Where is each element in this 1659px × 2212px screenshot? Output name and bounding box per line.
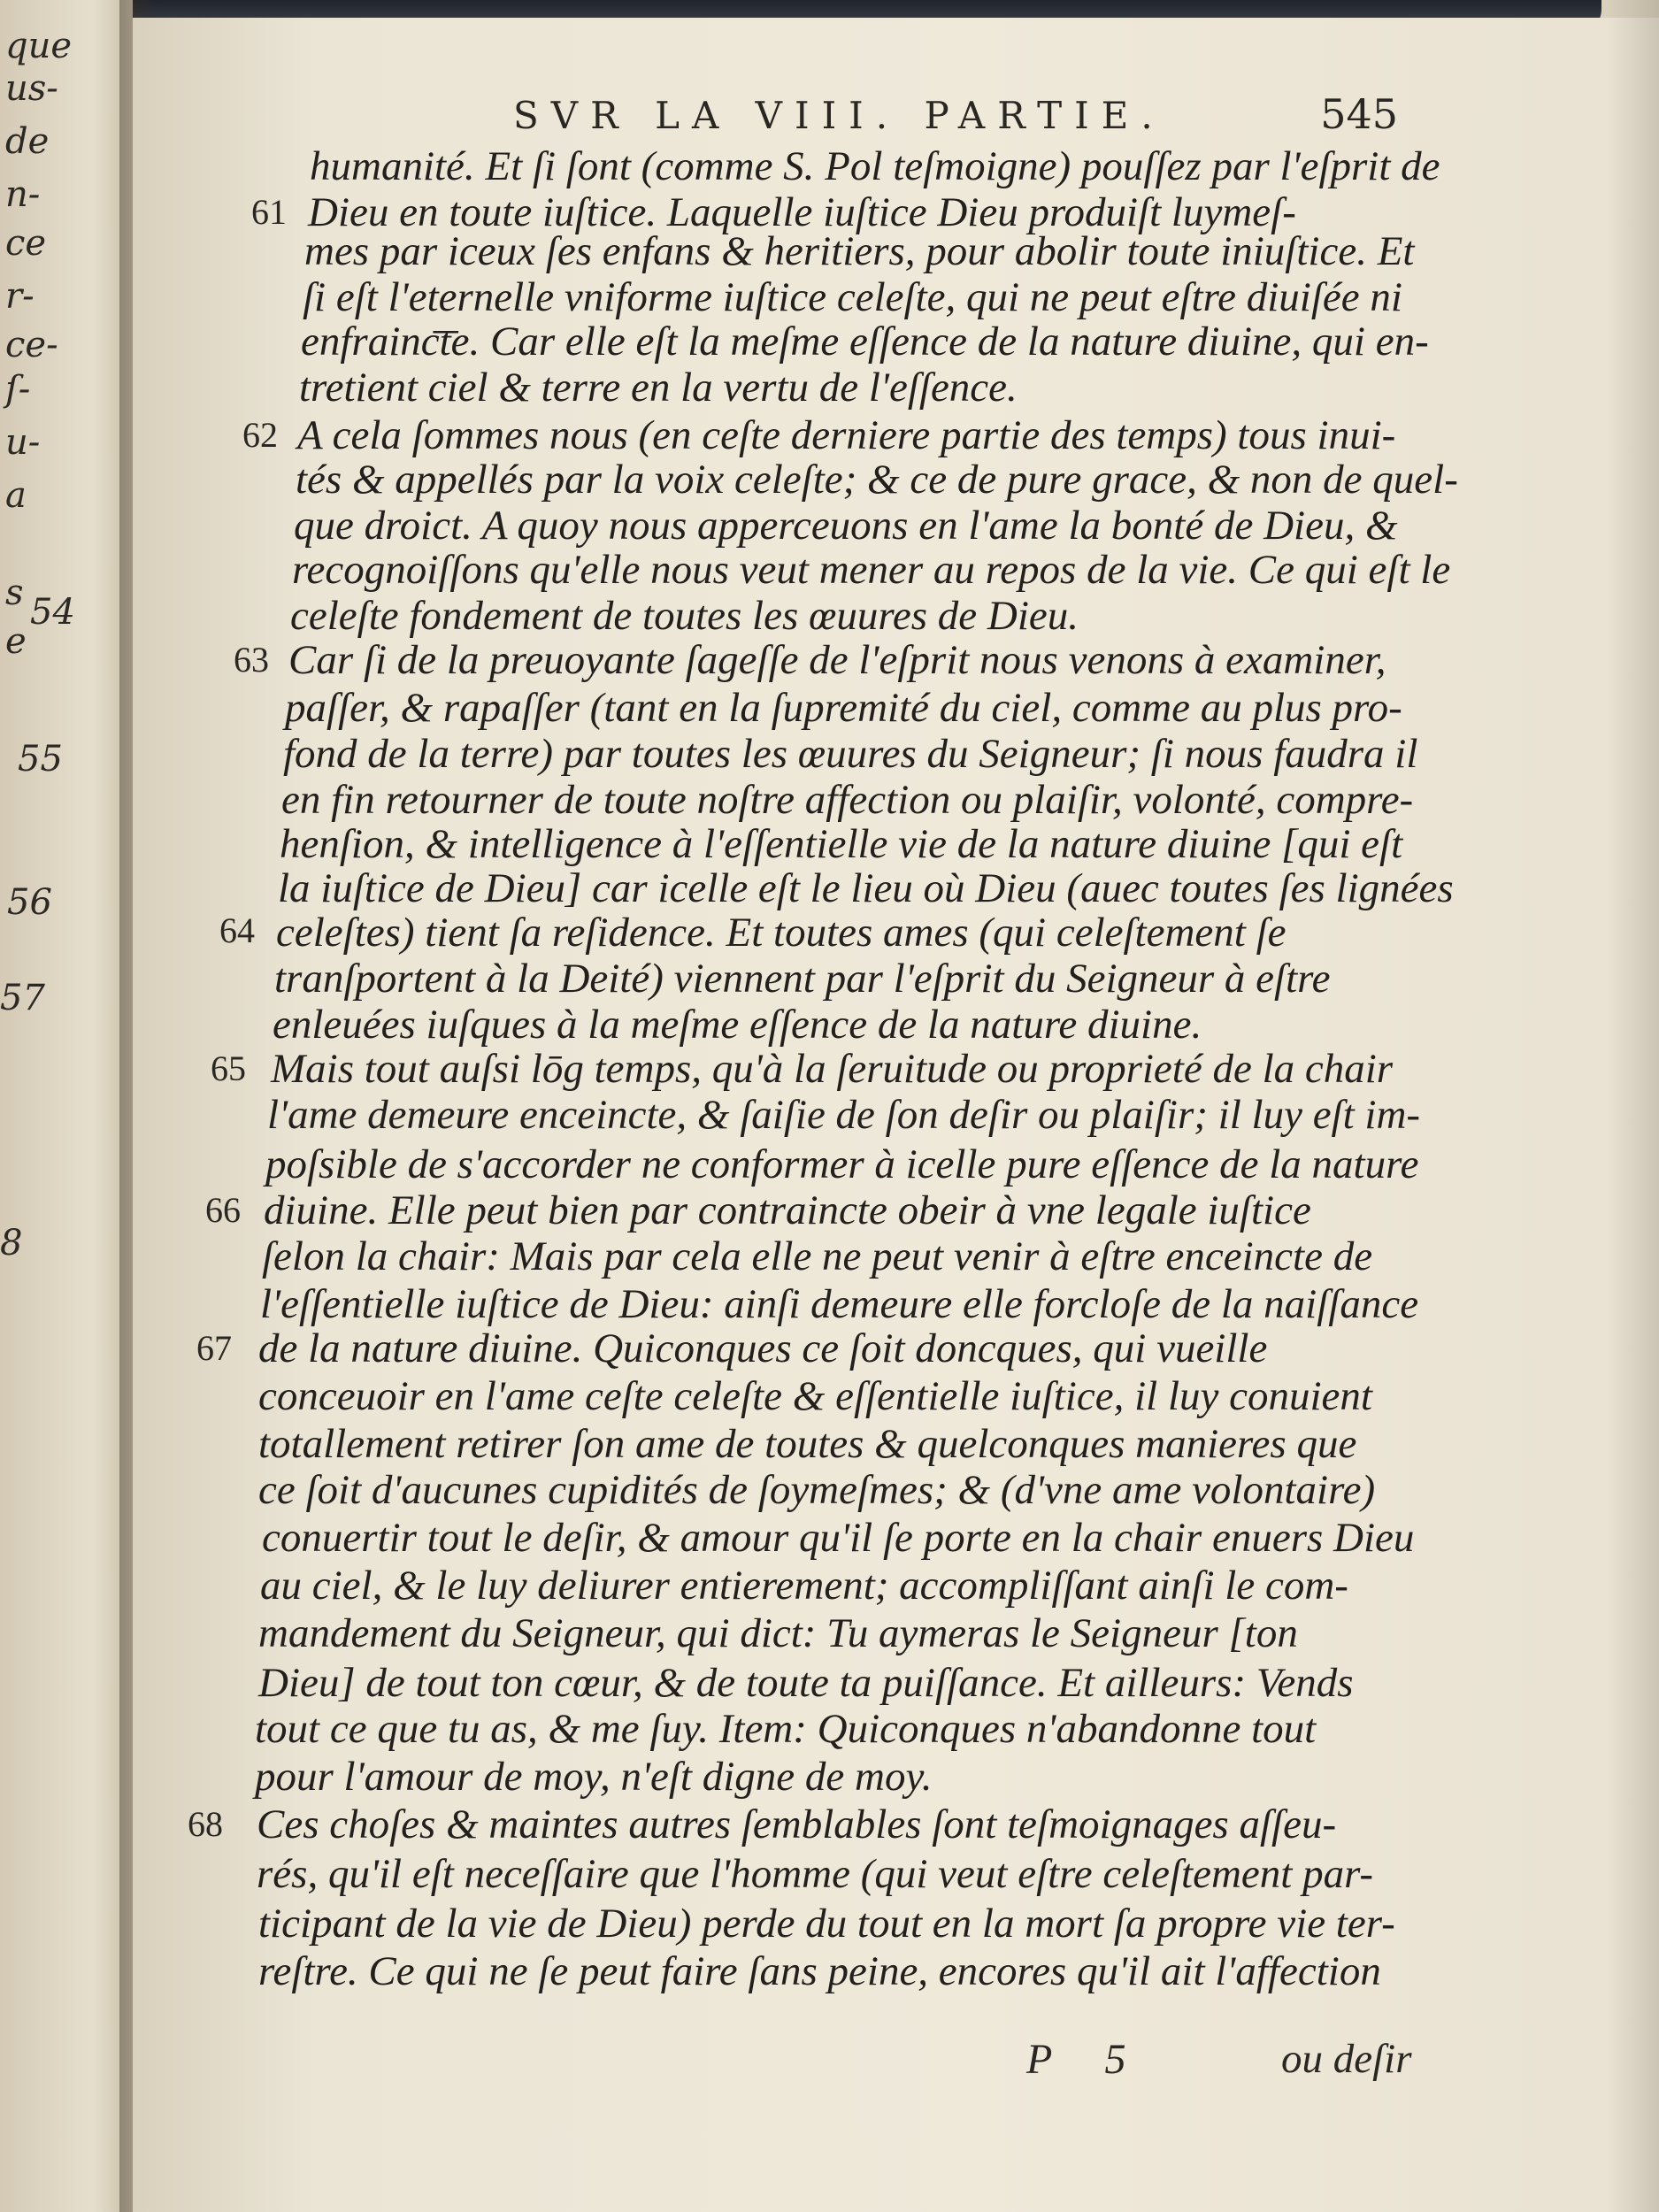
text-line: poſsible de s'accorder ne conformer à icelle pure eſſence de la nature (265, 1141, 1419, 1187)
edge-fragment: e (5, 621, 27, 662)
text-line: au ciel, & le luy deliurer entierement; accompliſſant ainſi le com- (260, 1563, 1348, 1609)
signature-mark: P 5 (1026, 2036, 1148, 2083)
verse-number: 61 (251, 192, 287, 232)
verse-number: 64 (219, 910, 255, 950)
text-line: Ces choſes & maintes autres ſemblables ſont teſmoignages aſſeu- (257, 1801, 1337, 1847)
text-line: enleuées iuſques à la meſme eſſence de la nature diuine. (273, 1002, 1202, 1048)
edge-fragment: ce (5, 223, 47, 264)
text-line: ſi eſt l'eternelle vniforme iuſtice celeſte, qui ne peut eſtre diuiſée ni (303, 274, 1402, 320)
text-line: tretient ciel & terre en la vertu de l'eſſence. (299, 365, 1018, 411)
text-line: Car ſi de la preuoyante ſageſſe de l'eſprit nous venons à examiner, (288, 637, 1386, 683)
text-line: l'eſſentielle iuſtice de Dieu: ainſi demeure elle forcloſe de la naiſſance (260, 1281, 1419, 1327)
edge-fragment: ce- (5, 325, 58, 365)
text-line: humanité. Et ſi ſont (comme S. Pol teſmoigne) pouſſez par l'eſprit de (310, 143, 1440, 189)
verse-number: 62 (242, 415, 278, 455)
text-line: celeſte fondement de toutes les œuures de Dieu. (290, 593, 1079, 639)
text-line: ſelon la chair: Mais par cela elle ne peut venir à eſtre enceincte de (262, 1233, 1373, 1279)
edge-fragment: ſ- (5, 369, 31, 410)
text-line: diuine. Elle peut bien par contraincte obeir à vne legale iuſtice (264, 1187, 1311, 1233)
text-line: recognoiſſons qu'elle nous veut mener au repos de la vie. Ce qui eſt le (292, 547, 1451, 593)
edge-fragment: r- (5, 276, 35, 317)
text-line: tranſportent à la Deité) viennent par l'eſprit du Seigneur à eſtre (274, 956, 1331, 1002)
text-line: mes par iceux ſes enfans & heritiers, pour abolir toute iniuſtice. Et (304, 228, 1415, 274)
edge-fragment: us- (5, 68, 58, 109)
text-line: en fin retourner de toute noſtre affection ou plaiſir, volonté, compre- (281, 777, 1414, 823)
page-edge-shadow (1606, 0, 1659, 2212)
edge-fragment: u- (5, 422, 41, 463)
edge-verse-number: 55 (18, 739, 63, 780)
edge-verse-number: 57 (0, 978, 45, 1018)
edge-fragment: de (5, 121, 50, 162)
text-line: celeſtes) tient ſa reſidence. Et toutes ames (qui celeſtement ſe (276, 910, 1286, 956)
verse-number: 66 (205, 1190, 241, 1230)
edge-verse-number: 8 (0, 1223, 23, 1263)
edge-fragment: s (5, 572, 24, 613)
text-line: que droict. A quoy nous apperceuons en l'ame la bonté de Dieu, & (294, 503, 1398, 549)
text-line: fond de la terre) par toutes les œuures du Seigneur; ſi nous faudra il (283, 731, 1418, 777)
text-line: mandement du Seigneur, qui dict: Tu aymeras le Seigneur [ton (258, 1610, 1298, 1656)
page-header (513, 90, 1398, 142)
text-line: conuertir tout le deſir, & amour qu'il ſe porte en la chair enuers Dieu (262, 1515, 1415, 1561)
edge-verse-number: 56 (7, 882, 52, 923)
text-line: ticipant de la vie de Dieu) perde du tout en la mort ſa propre vie ter- (258, 1901, 1395, 1947)
text-line: l'ame demeure enceincte, & ſaiſie de ſon deſir ou plaiſir; il luy eſt im- (267, 1092, 1421, 1138)
text-line: rés, qu'il eſt neceſſaire que l'homme (qui veut eſtre celeſtement par- (257, 1851, 1374, 1897)
text-line: paſſer, & rapaſſer (tant en la ſupremité du ciel, comme au plus pro- (285, 685, 1402, 731)
text-line: ce ſoit d'aucunes cupidités de ſoymeſmes; & (d'vne ame volontaire) (258, 1467, 1376, 1513)
text-line: Dieu en toute iuſtice. Laquelle iuſtice Dieu produiſt luymeſ- (308, 189, 1296, 235)
text-line: enfrainc͞te. Car elle eſt la meſme eſſence de la nature diuine, qui en- (301, 319, 1429, 365)
left-page-edge (0, 0, 133, 2212)
verse-number: 68 (188, 1804, 223, 1844)
verse-number: 65 (211, 1048, 246, 1088)
edge-verse-number: 54 (30, 592, 75, 633)
verse-number: 67 (196, 1328, 232, 1368)
edge-fragment: que (5, 26, 73, 66)
verse-number: 63 (234, 640, 269, 680)
running-head: SVR LA VIII. PARTIE. (513, 94, 1165, 137)
text-line: henſion, & intelligence à l'eſſentielle vie de la nature diuine [qui eſt (280, 821, 1403, 867)
text-line: reſtre. Ce qui ne ſe peut faire ſans peine, encores qu'il ait l'affection (258, 1948, 1381, 1994)
catchword: ou deſir (1281, 2036, 1412, 2082)
edge-fragment: n- (5, 174, 41, 215)
text-line: tés & appellés par la voix celeſte; & ce de pure grace, & non de quel- (296, 457, 1458, 503)
text-line: totallement retirer ſon ame de toutes & quelconques manieres que (258, 1421, 1357, 1467)
text-line: A cela ſommes nous (en ceſte derniere partie des temps) tous inui- (297, 412, 1396, 458)
text-line: conceuoir en l'ame ceſte celeſte & eſſentielle iuſtice, il luy conuient (258, 1373, 1372, 1419)
text-line: Dieu] de tout ton cœur, & de toute ta puiſſance. Et ailleurs: Vends (258, 1660, 1354, 1706)
text-line: tout ce que tu as, & me ſuy. Item: Quiconques n'abandonne tout (255, 1706, 1317, 1752)
text-line: de la nature diuine. Quiconques ce ſoit doncques, qui vueille (258, 1325, 1268, 1371)
page-number: 545 (1320, 90, 1398, 138)
text-line: la iuſtice de Dieu] car icelle eſt le lieu où Dieu (auec toutes ſes lignées (278, 865, 1454, 911)
edge-fragment: a (5, 475, 27, 516)
text-line: Mais tout auſsi lōg temps, qu'à la ſeruitude ou proprieté de la chair (271, 1046, 1394, 1092)
text-line: pour l'amour de moy, n'eſt digne de moy. (255, 1754, 933, 1800)
